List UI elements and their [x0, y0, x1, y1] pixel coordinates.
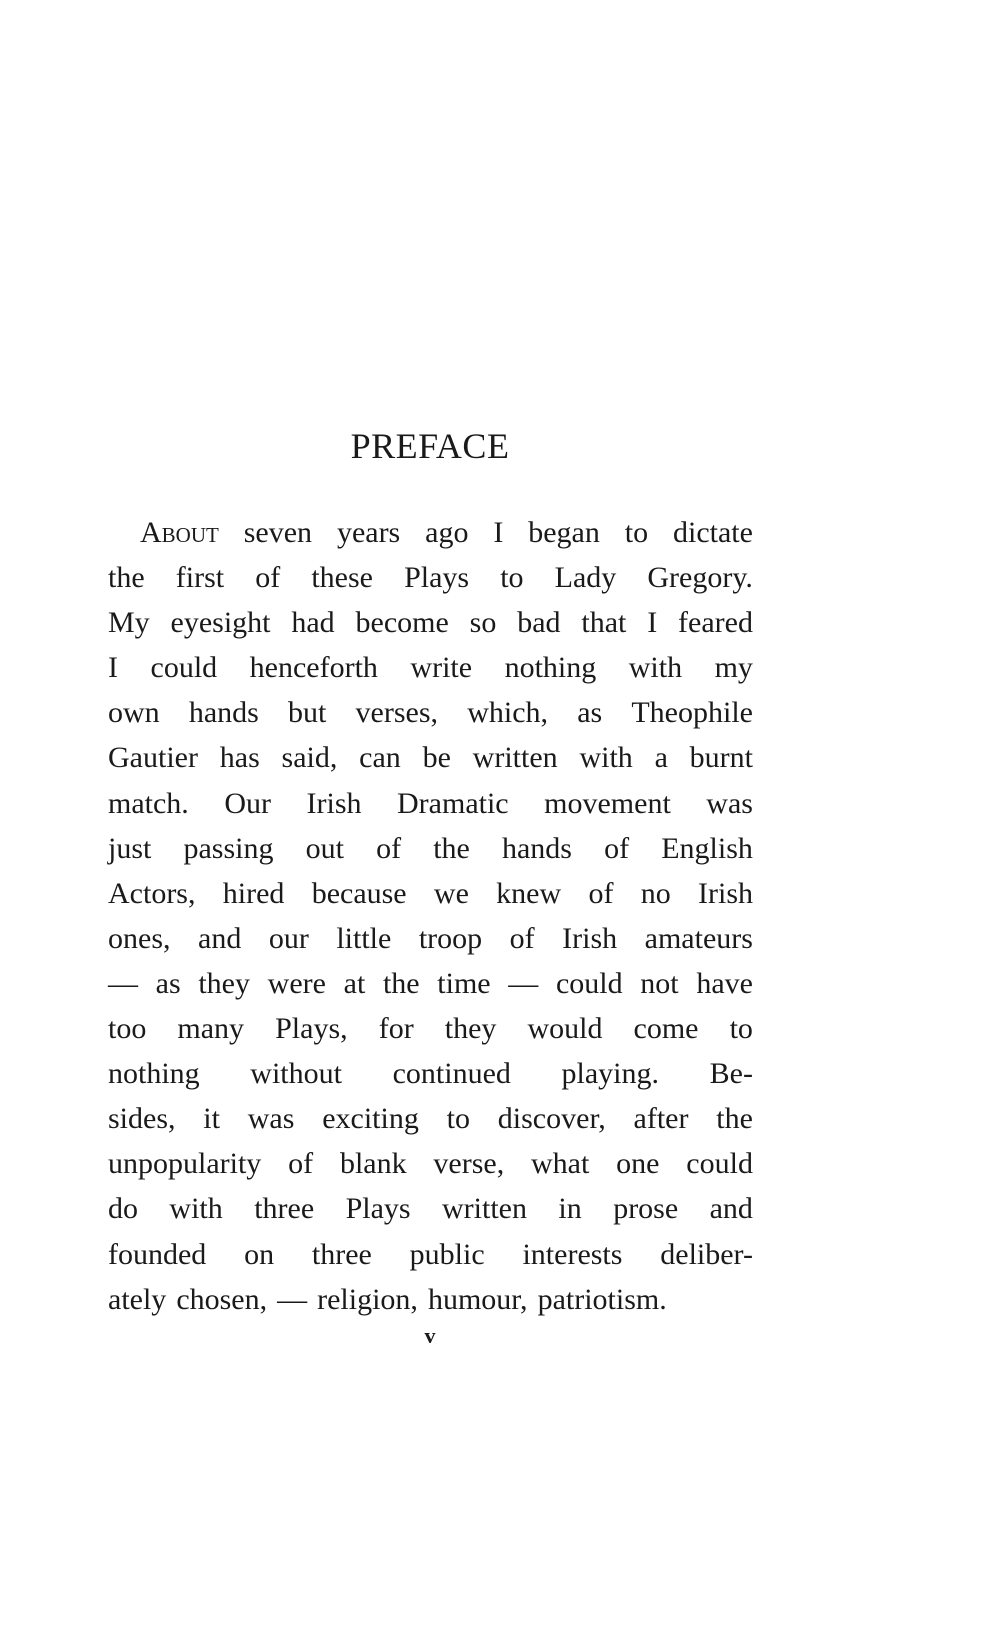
text-line: unpopularity of blank verse, what one could [108, 1147, 753, 1181]
page-number: v [424, 1323, 436, 1348]
text-line: My eyesight had become so bad that I feared [108, 606, 753, 640]
text-line: About seven years ago I began to dictate [108, 510, 753, 555]
text-line: too many Plays, for they would come to [108, 1012, 753, 1046]
text-line: nothing without continued playing. Be- [108, 1057, 753, 1091]
preface-paragraph [108, 510, 753, 1322]
text-line: ones, and our little troop of Irish amateurs [108, 921, 753, 955]
text-line: I could henceforth write nothing with my [108, 651, 753, 685]
text-line: Actors, hired because we knew of no Irish [108, 876, 753, 910]
opening-word: About [140, 516, 219, 549]
text-line: founded on three public interests deliber- [108, 1237, 753, 1271]
chapter-heading: PREFACE [350, 426, 510, 466]
text-line: Gautier has said, can be written with a burnt [108, 741, 753, 775]
text-line: just passing out of the hands of English [108, 831, 753, 865]
text-line: the first of these Plays to Lady Gregory. [108, 561, 753, 595]
text-line: do with three Plays written in prose and [108, 1192, 753, 1226]
text-line: sides, it was exciting to discover, after the [108, 1102, 753, 1136]
text-line: match. Our Irish Dramatic movement was [108, 786, 753, 820]
text-line: — as they were at the time — could not have [108, 966, 753, 1000]
text-line: own hands but verses, which, as Theophile [108, 696, 753, 730]
text-line: ately chosen, — religion, humour, patriotism. [108, 1282, 667, 1316]
